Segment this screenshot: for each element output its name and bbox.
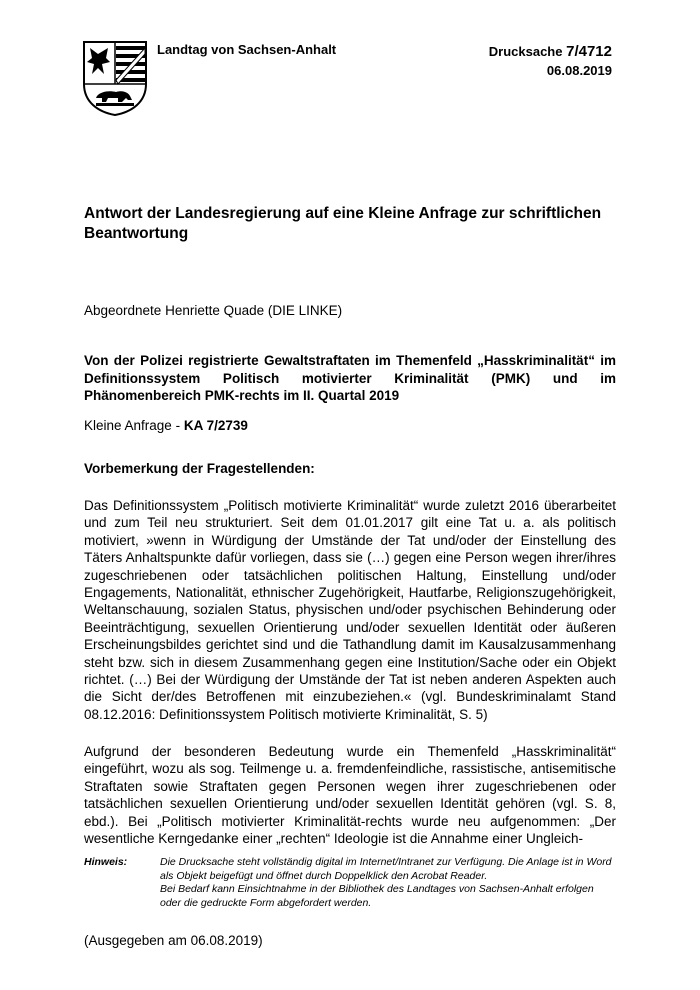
note-text <box>160 856 616 910</box>
paragraph-1: Das Definitionssystem „Politisch motivierte Kriminalität“ wurde zuletzt 2016 überarbeitet und zum Teil neu strukturiert. Seit dem 01.01.2017 gilt eine Tat u. a. als politisch motiviert, »wenn in Würdigung der Umstände der Tat und/oder der Einstellung des Täters Anhaltspunkte dafür vorliegen, dass sie (…) gegen eine Person wegen ihrer/ihres zugeschriebenen oder tatsächlichen politischen Haltung, Einstellung und/oder Engagements, Nationalität, ethnischer Zugehörigkeit, Hautfarbe, Religionszugehörigkeit, Weltanschauung, sozialen Status, physischen und/oder psychischen Behinderung oder Beeinträchtigung, sexuellen Orientierung und/oder sexuellen Identität oder äußeren Erscheinungsbildes gerichtet sind und die Tathandlung damit im Kausalzusammenhang steht bzw. sich in diesem Zusammenhang gegen eine Institution/Sache oder ein Objekt richtet. (…) Bei der Würdigung der Umstände der Tat ist neben anderen Aspekten auch die Sicht der/des Betroffenen mit einzubeziehen.« (vgl. Bundeskriminalamt Stand 08.12.2016: Definitionssystem Politisch motivierte Kriminalität, S. 5) <box>84 498 616 722</box>
print-number <box>489 43 612 60</box>
paragraph-2: Aufgrund der besonderen Bedeutung wurde ein Themenfeld „Hasskriminalität“ eingeführt, wozu als sog. Teilmenge u. a. fremdenfeindliche, rassistische, antisemitische Straftaten sowie Straftaten gegen Personen wegen ihrer zugeschriebenen oder tatsächlichen sexuellen Orientierung und/oder sexuellen Identität gehören (vgl. S. 8, ebd.). Bei „Politisch motivierter Kriminalität-rechts wurde neu aufgenommen: „Der wesentliche Kerngedanke einer „rechten“ Ideologie ist die Annahme einer Ungleich- <box>84 744 616 847</box>
preliminary-heading: Vorbemerkung der Fragestellenden: <box>84 461 315 476</box>
issued-date: (Ausgegeben am 06.08.2019) <box>84 933 263 948</box>
document-title: Antwort der Landesregierung auf eine Kleine Anfrage zur schriftlichen Beantwortung <box>84 205 602 242</box>
note-line-1: Die Drucksache steht vollständig digital im Internet/Intranet zur Verfügung. Die Anlage ist in Word als Objekt beigefügt und öffnet durch Doppelklick den Acrobat Reader. <box>160 856 612 882</box>
parliament-name: Landtag von Sachsen-Anhalt <box>157 42 337 57</box>
print-label: Drucksache <box>488 44 563 59</box>
inquiry-label: Kleine Anfrage - <box>84 418 181 433</box>
coat-of-arms-logo <box>82 40 148 116</box>
note-label: Hinweis: <box>84 856 128 868</box>
note-line-2: Bei Bedarf kann Einsichtnahme in der Bibliothek des Landtages von Sachsen-Anhalt erfolgen oder die gedruckte Form abgefordert werden. <box>160 883 594 909</box>
inquiry-reference <box>84 418 248 433</box>
print-date: 06.08.2019 <box>546 63 612 78</box>
subject-heading: Von der Polizei registrierte Gewaltstraftaten im Themenfeld „Hasskriminalität“ im Definitionssystem Politisch motivierter Kriminalität (PMK) und im Phänomenbereich PMK-rechts im II. Quartal 2019 <box>84 353 616 403</box>
author-line: Abgeordnete Henriette Quade (DIE LINKE) <box>84 303 343 318</box>
inquiry-number: KA 7/2739 <box>183 418 248 433</box>
print-number-value: 7/4712 <box>566 43 612 60</box>
